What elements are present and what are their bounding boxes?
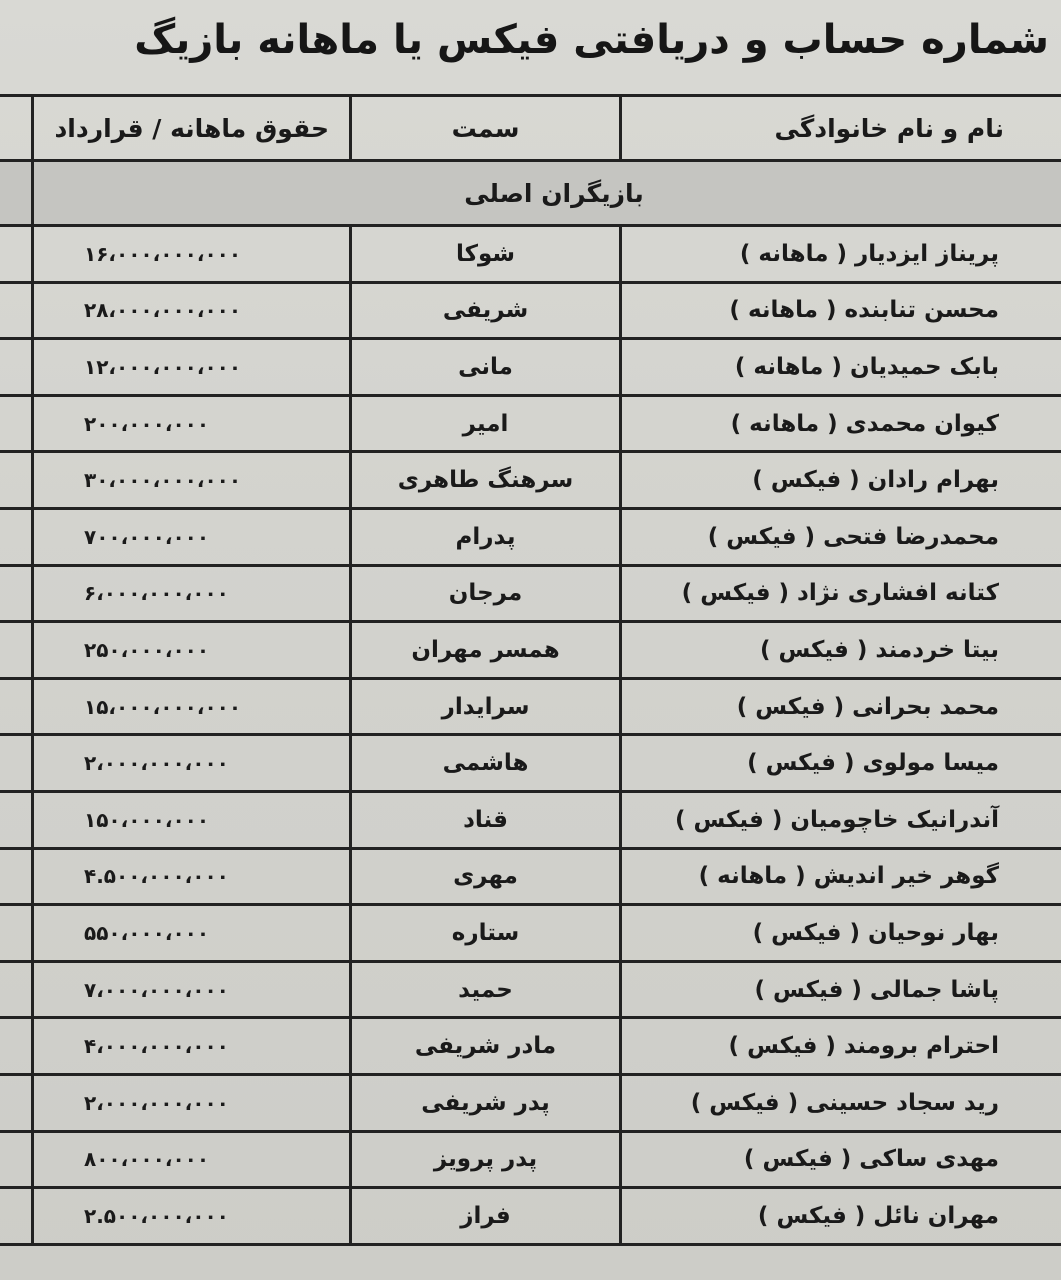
cell-role: مرجان	[349, 567, 619, 621]
cell-pay: ۴،۰۰۰،۰۰۰،۰۰۰	[31, 1019, 349, 1073]
cell-name: رید سجاد حسینی ( فیکس )	[619, 1076, 1061, 1130]
cell-role: فراز	[349, 1189, 619, 1243]
cell-pay: ۲،۰۰۰،۰۰۰،۰۰۰	[31, 1076, 349, 1130]
table-row	[0, 1019, 1061, 1076]
cell-name: میسا مولوی ( فیکس )	[619, 736, 1061, 790]
cell-pay: ۱۵،۰۰۰،۰۰۰،۰۰۰	[31, 680, 349, 734]
cell-pay: ۶،۰۰۰،۰۰۰،۰۰۰	[31, 567, 349, 621]
table-row	[0, 284, 1061, 341]
cell-pay: ۲۵۰،۰۰۰،۰۰۰	[31, 623, 349, 677]
cell-edge	[0, 567, 31, 621]
cell-pay: ۲.۵۰۰،۰۰۰،۰۰۰	[31, 1189, 349, 1243]
salary-table	[0, 94, 1061, 1246]
cell-pay: ۲۸،۰۰۰،۰۰۰،۰۰۰	[31, 284, 349, 338]
cell-role: سرایدار	[349, 680, 619, 734]
table-row	[0, 906, 1061, 963]
cell-pay: ۱۵۰،۰۰۰،۰۰۰	[31, 793, 349, 847]
cell-edge	[0, 793, 31, 847]
cell-name: محسن تنابنده ( ماهانه )	[619, 284, 1061, 338]
cell-edge	[0, 397, 31, 451]
cell-role: مهری	[349, 850, 619, 904]
table-row	[0, 736, 1061, 793]
cell-role: مادر شریفی	[349, 1019, 619, 1073]
cell-pay: ۱۶،۰۰۰،۰۰۰،۰۰۰	[31, 227, 349, 281]
table-row	[0, 510, 1061, 567]
section-edge-cell	[0, 162, 31, 224]
cell-role: شریفی	[349, 284, 619, 338]
cell-pay: ۸۰۰،۰۰۰،۰۰۰	[31, 1133, 349, 1187]
cell-name: پاشا جمالی ( فیکس )	[619, 963, 1061, 1017]
table-row	[0, 227, 1061, 284]
cell-edge	[0, 623, 31, 677]
table-row	[0, 340, 1061, 397]
cell-pay: ۲،۰۰۰،۰۰۰،۰۰۰	[31, 736, 349, 790]
table-header	[0, 94, 1061, 162]
cell-role: پدر شریفی	[349, 1076, 619, 1130]
cell-edge	[0, 284, 31, 338]
header-role: سمت	[349, 97, 619, 159]
cell-name: کیوان محمدی ( ماهانه )	[619, 397, 1061, 451]
header-pay: حقوق ماهانه / قرارداد	[31, 97, 349, 159]
table-row	[0, 850, 1061, 907]
cell-role: همسر مهران	[349, 623, 619, 677]
table-row	[0, 963, 1061, 1020]
cell-role: امیر	[349, 397, 619, 451]
cell-role: شوکا	[349, 227, 619, 281]
cell-pay: ۷،۰۰۰،۰۰۰،۰۰۰	[31, 963, 349, 1017]
cell-edge	[0, 1189, 31, 1243]
cell-role: قناد	[349, 793, 619, 847]
cell-edge	[0, 850, 31, 904]
cell-name: محمد بحرانی ( فیکس )	[619, 680, 1061, 734]
cell-name: محمدرضا فتحی ( فیکس )	[619, 510, 1061, 564]
table-row	[0, 453, 1061, 510]
cell-edge	[0, 453, 31, 507]
table-row	[0, 1076, 1061, 1133]
cell-pay: ۷۰۰،۰۰۰،۰۰۰	[31, 510, 349, 564]
table-row	[0, 623, 1061, 680]
cell-name: بیتا خردمند ( فیکس )	[619, 623, 1061, 677]
cell-role: سرهنگ طاهری	[349, 453, 619, 507]
cell-name: کتانه افشاری نژاد ( فیکس )	[619, 567, 1061, 621]
cell-pay: ۳۰،۰۰۰،۰۰۰،۰۰۰	[31, 453, 349, 507]
cell-edge	[0, 680, 31, 734]
cell-role: حمید	[349, 963, 619, 1017]
cell-edge	[0, 906, 31, 960]
header-name: نام و نام خانوادگی	[619, 97, 1061, 159]
cell-pay: ۵۵۰،۰۰۰،۰۰۰	[31, 906, 349, 960]
cell-name: مهدی ساکی ( فیکس )	[619, 1133, 1061, 1187]
table-row	[0, 793, 1061, 850]
cell-name: بهرام رادان ( فیکس )	[619, 453, 1061, 507]
cell-edge	[0, 1019, 31, 1073]
table-row	[0, 680, 1061, 737]
cell-edge	[0, 963, 31, 1017]
cell-pay: ۱۲،۰۰۰،۰۰۰،۰۰۰	[31, 340, 349, 394]
cell-pay: ۴.۵۰۰،۰۰۰،۰۰۰	[31, 850, 349, 904]
cell-edge	[0, 227, 31, 281]
cell-edge	[0, 1076, 31, 1130]
table-row	[0, 397, 1061, 454]
cell-name: آندرانیک خاچومیان ( فیکس )	[619, 793, 1061, 847]
cell-edge	[0, 510, 31, 564]
cell-role: پدر پرویز	[349, 1133, 619, 1187]
table-body	[0, 227, 1061, 1246]
cell-role: ستاره	[349, 906, 619, 960]
table-row	[0, 1133, 1061, 1190]
cell-role: پدرام	[349, 510, 619, 564]
document-title: شماره حساب و دریافتی فیکس یا ماهانه بازیگ	[134, 17, 1049, 63]
cell-edge	[0, 340, 31, 394]
header-edge-cell	[0, 97, 31, 159]
cell-name: احترام برومند ( فیکس )	[619, 1019, 1061, 1073]
cell-name: پریناز ایزدیار ( ماهانه )	[619, 227, 1061, 281]
table-row	[0, 567, 1061, 624]
cell-name: بهار نوحیان ( فیکس )	[619, 906, 1061, 960]
cell-edge	[0, 736, 31, 790]
cell-role: مانی	[349, 340, 619, 394]
table-row	[0, 1189, 1061, 1246]
section-row	[0, 162, 1061, 227]
cell-role: هاشمی	[349, 736, 619, 790]
cell-pay: ۲۰۰،۰۰۰،۰۰۰	[31, 397, 349, 451]
cell-name: مهران نائل ( فیکس )	[619, 1189, 1061, 1243]
cell-name: بابک حمیدیان ( ماهانه )	[619, 340, 1061, 394]
cell-edge	[0, 1133, 31, 1187]
cell-name: گوهر خیر اندیش ( ماهانه )	[619, 850, 1061, 904]
section-label: بازیگران اصلی	[31, 162, 1061, 224]
